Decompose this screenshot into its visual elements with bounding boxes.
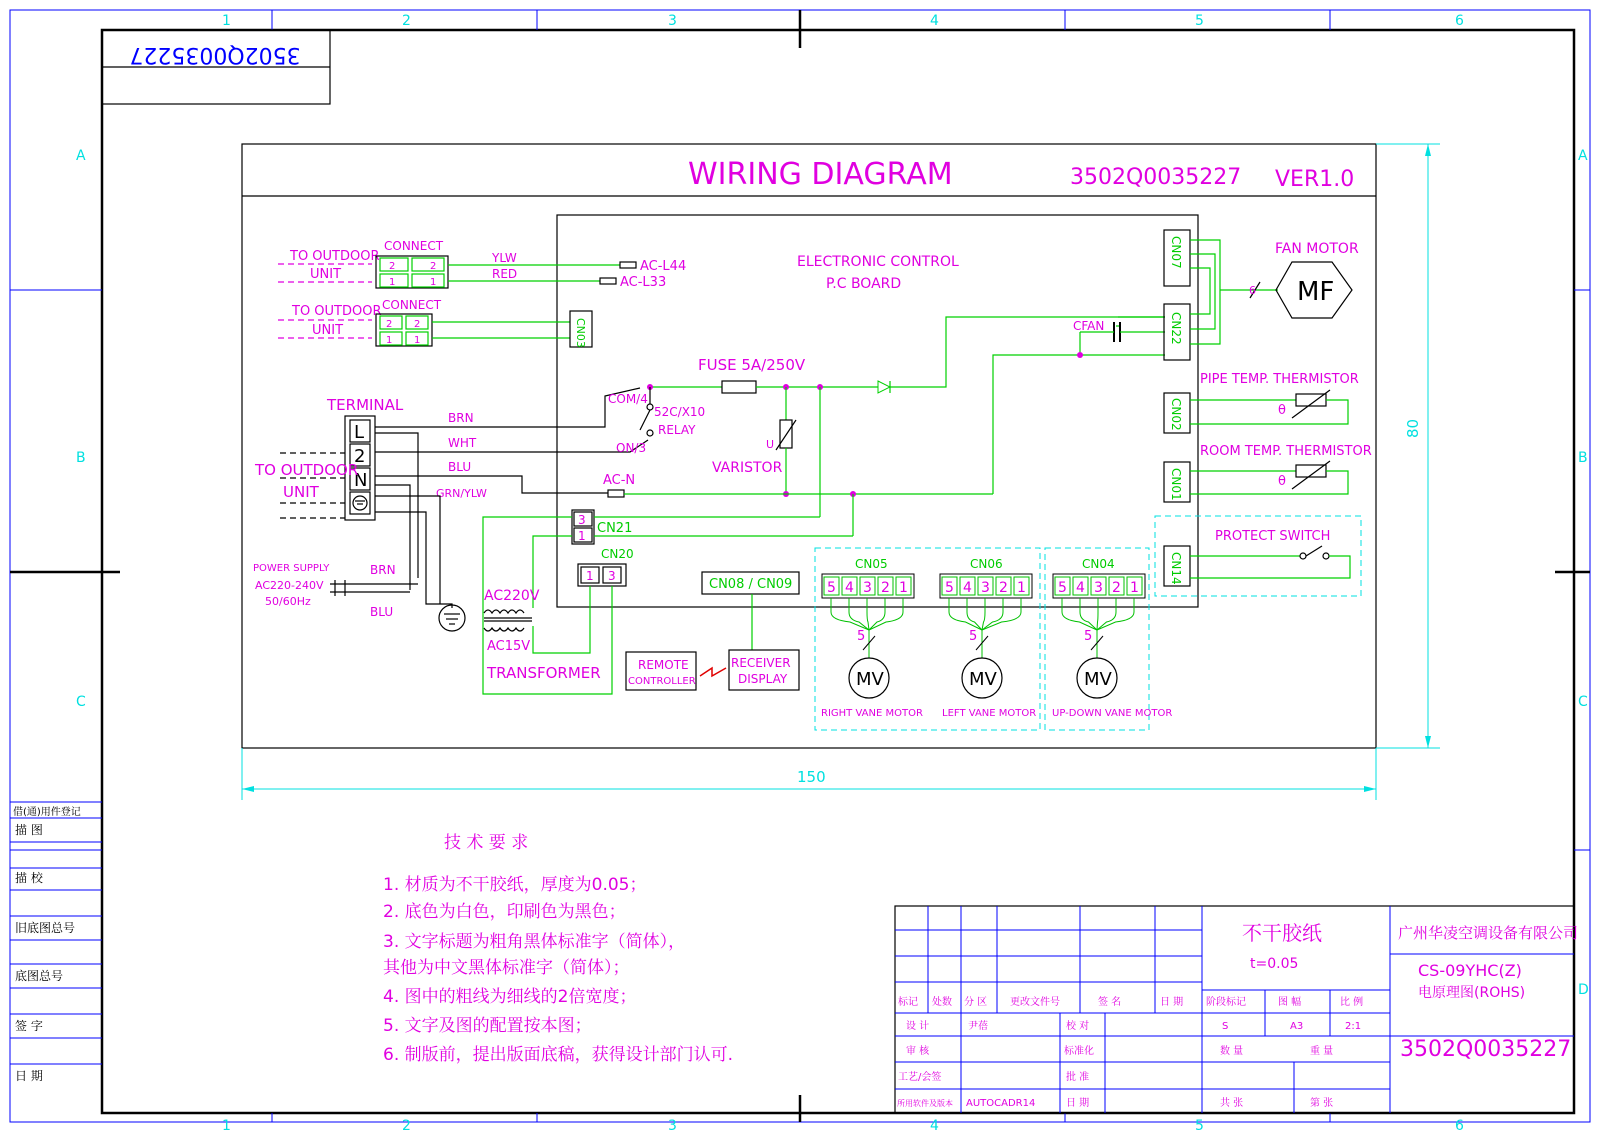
svg-text:1. 材质为不干胶纸，厚度为0.05；: 1. 材质为不干胶纸，厚度为0.05；: [383, 875, 647, 895]
vane-pin-number: 2: [999, 580, 1008, 596]
svg-text:2. 底色为白色，印刷色为黑色；: 2. 底色为白色，印刷色为黑色；: [383, 902, 626, 922]
svg-text:COM/4: COM/4: [608, 392, 648, 406]
svg-text:日 期: 日 期: [1160, 997, 1184, 1008]
col-label: 5: [1195, 13, 1204, 29]
svg-text:PIPE TEMP. THERMISTOR: PIPE TEMP. THERMISTOR: [1200, 372, 1359, 387]
svg-text:TO OUTDOOR: TO OUTDOOR: [255, 461, 359, 479]
vane-wire: [967, 598, 982, 630]
vane-pin-number: 1: [1130, 580, 1139, 596]
svg-text:FUSE 5A/250V: FUSE 5A/250V: [698, 356, 806, 374]
svg-text:VARISTOR: VARISTOR: [712, 460, 783, 476]
col-label: 4: [930, 13, 939, 29]
svg-text:DISPLAY: DISPLAY: [738, 672, 788, 686]
svg-text:签 名: 签 名: [1098, 997, 1122, 1008]
svg-text:1: 1: [586, 569, 594, 583]
row-label: A: [1578, 148, 1588, 164]
svg-text:AC-L33: AC-L33: [620, 275, 667, 290]
svg-text:CN14: CN14: [1169, 552, 1183, 585]
vane-wire: [1097, 598, 1116, 630]
svg-text:YLW: YLW: [492, 251, 517, 265]
svg-text:1: 1: [414, 335, 421, 346]
svg-text:重 量: 重 量: [1310, 1046, 1334, 1057]
svg-text:BLU: BLU: [370, 605, 394, 619]
vane-pin-number: 3: [1094, 580, 1103, 596]
vane-wire: [869, 598, 885, 630]
svg-text:RIGHT VANE MOTOR: RIGHT VANE MOTOR: [821, 708, 923, 719]
svg-text:CN01: CN01: [1169, 468, 1183, 501]
svg-text:LEFT VANE MOTOR: LEFT VANE MOTOR: [942, 708, 1037, 719]
connect-block-2: [278, 298, 592, 348]
col-label: 1: [222, 13, 231, 29]
row-label: C: [1578, 694, 1588, 710]
svg-text:设 计: 设 计: [906, 1021, 930, 1032]
svg-text:2: 2: [386, 319, 393, 330]
svg-text:不干胶纸: 不干胶纸: [1242, 921, 1322, 945]
svg-text:1: 1: [430, 277, 437, 288]
svg-text:技 术 要 求: 技 术 要 求: [444, 833, 529, 853]
drawing-number: 3502Q0035227: [1070, 165, 1242, 190]
svg-text:图 幅: 图 幅: [1278, 997, 1302, 1008]
svg-text:TERMINAL: TERMINAL: [327, 396, 404, 414]
svg-text:审 核: 审 核: [906, 1046, 930, 1057]
svg-text:第 张: 第 张: [1310, 1098, 1334, 1109]
vane-connectors: [855, 557, 1115, 571]
svg-text:BRN: BRN: [370, 563, 396, 577]
svg-text:阶段标记: 阶段标记: [1206, 997, 1246, 1008]
svg-text:描 图: 描 图: [15, 823, 43, 837]
vane-wire: [1097, 598, 1098, 630]
svg-text:θ: θ: [1278, 403, 1286, 418]
vane-pin-number: 3: [863, 580, 872, 596]
svg-text:3: 3: [578, 513, 586, 527]
vane-pin-number: 5: [945, 580, 954, 596]
svg-text:5: 5: [1084, 629, 1093, 644]
svg-text:6. 制版前，提出版面底稿，获得设计部门认可.: 6. 制版前，提出版面底稿，获得设计部门认可.: [383, 1045, 734, 1065]
vane-pin-number: 1: [1017, 580, 1026, 596]
svg-text:2: 2: [430, 261, 437, 272]
svg-text:电原理图(ROHS): 电原理图(ROHS): [1418, 985, 1526, 1001]
col-label: 1: [222, 1118, 231, 1133]
svg-text:签 字: 签 字: [15, 1019, 43, 1033]
board-circuit: [603, 317, 1165, 536]
svg-text:所用软件及版本: 所用软件及版本: [897, 1099, 953, 1108]
svg-text:1: 1: [389, 277, 396, 288]
svg-text:处数: 处数: [932, 997, 952, 1008]
col-label: 3: [668, 13, 677, 29]
pcb-label-2: P.C BOARD: [826, 276, 902, 292]
svg-text:共 张: 共 张: [1220, 1098, 1244, 1109]
svg-text:日 期: 日 期: [1066, 1098, 1090, 1109]
col-label: 3: [668, 1118, 677, 1133]
svg-text:1: 1: [386, 335, 393, 346]
power-supply: [253, 563, 418, 619]
svg-text:比 例: 比 例: [1340, 997, 1364, 1008]
svg-text:150: 150: [797, 768, 826, 786]
svg-text:5: 5: [969, 629, 978, 644]
svg-text:尹蓓: 尹蓓: [968, 1021, 988, 1032]
svg-text:CONNECT: CONNECT: [384, 239, 444, 253]
svg-text:FAN MOTOR: FAN MOTOR: [1275, 241, 1359, 257]
protect-switch-section: [1155, 516, 1361, 596]
svg-text:AUTOCADR14: AUTOCADR14: [966, 1098, 1036, 1109]
svg-text:PROTECT SWITCH: PROTECT SWITCH: [1215, 529, 1331, 544]
svg-text:TO OUTDOOR: TO OUTDOOR: [290, 249, 380, 264]
row-label: C: [76, 694, 86, 710]
row-label: D: [1578, 982, 1589, 998]
svg-text:UNIT: UNIT: [312, 323, 344, 338]
svg-text:3: 3: [608, 569, 616, 583]
svg-text:CS-09YHC(Z): CS-09YHC(Z): [1418, 961, 1522, 980]
svg-text:50/60Hz: 50/60Hz: [265, 595, 311, 608]
svg-text:UNIT: UNIT: [283, 483, 319, 501]
svg-text:t=0.05: t=0.05: [1250, 956, 1299, 972]
svg-text:CN21: CN21: [597, 521, 633, 536]
svg-text:CN04: CN04: [1082, 557, 1115, 571]
svg-text:AC220-240V: AC220-240V: [255, 579, 324, 592]
svg-text:GRN/YLW: GRN/YLW: [436, 487, 487, 500]
svg-text:更改文件号: 更改文件号: [1010, 997, 1060, 1008]
svg-text:CN08 / CN09: CN08 / CN09: [709, 577, 793, 592]
svg-text:底图总号: 底图总号: [15, 969, 64, 983]
svg-text:旧底图总号: 旧底图总号: [15, 921, 76, 935]
svg-text:2: 2: [389, 261, 396, 272]
svg-text:2:1: 2:1: [1345, 1021, 1362, 1032]
svg-text:WHT: WHT: [448, 436, 477, 450]
vane-wire: [1080, 598, 1097, 630]
vane-pin-number: 1: [899, 580, 908, 596]
svg-text:CN22: CN22: [1169, 312, 1183, 345]
svg-text:CN06: CN06: [970, 557, 1003, 571]
svg-text:分 区: 分 区: [964, 997, 988, 1008]
fan-motor-section: [1164, 230, 1359, 360]
version: VER1.0: [1275, 167, 1355, 192]
svg-text:θ: θ: [1278, 474, 1286, 489]
row-label: B: [1578, 450, 1588, 466]
svg-text:REMOTE: REMOTE: [638, 658, 689, 672]
svg-text:5. 文字及图的配置按本图；: 5. 文字及图的配置按本图；: [383, 1016, 592, 1036]
svg-text:6: 6: [1249, 284, 1256, 297]
col-label: 6: [1455, 13, 1464, 29]
svg-text:RED: RED: [492, 267, 518, 281]
svg-text:ON/3: ON/3: [616, 441, 647, 455]
svg-text:MF: MF: [1297, 277, 1335, 307]
vane-pin-groups: [822, 574, 1145, 658]
svg-text:52C/X10: 52C/X10: [654, 405, 706, 419]
svg-text:批 准: 批 准: [1066, 1072, 1090, 1083]
svg-text:1: 1: [578, 529, 586, 543]
svg-text:2: 2: [354, 446, 366, 467]
svg-text:标记: 标记: [898, 997, 918, 1008]
svg-text:标准化: 标准化: [1064, 1046, 1094, 1057]
connect-block-1: [278, 239, 686, 290]
svg-text:AC220V: AC220V: [484, 588, 540, 604]
svg-text:POWER SUPPLY: POWER SUPPLY: [253, 563, 330, 574]
vane-wire: [849, 598, 869, 630]
col-label: 6: [1455, 1118, 1464, 1133]
svg-text:CN20: CN20: [601, 547, 634, 561]
svg-text:广州华凌空调设备有限公司: 广州华凌空调设备有限公司: [1398, 924, 1579, 942]
svg-text:BRN: BRN: [448, 411, 474, 425]
svg-text:AC-L44: AC-L44: [640, 259, 687, 274]
col-label: 2: [402, 1118, 411, 1133]
thermistor-section: [1164, 372, 1372, 502]
svg-text:CN02: CN02: [1169, 398, 1183, 431]
svg-text:S: S: [1222, 1021, 1229, 1032]
row-label: B: [76, 450, 86, 466]
col-label: 5: [1195, 1118, 1204, 1133]
vane-pin-number: 4: [963, 580, 972, 596]
vane-wire: [867, 598, 869, 630]
vane-group-box: [815, 548, 1040, 730]
side-record-table: [10, 802, 102, 1083]
svg-text:4. 图中的粗线为细线的2倍宽度；: 4. 图中的粗线为细线的2倍宽度；: [383, 987, 637, 1007]
svg-text:AC-N: AC-N: [603, 473, 636, 488]
svg-text:AC15V: AC15V: [487, 639, 531, 654]
cn03-label: CN03: [574, 318, 587, 348]
svg-text:其他为中文黑体标准字（简体）；: 其他为中文黑体标准字（简体）；: [383, 958, 630, 978]
pcb-label-1: ELECTRONIC CONTROL: [797, 254, 959, 270]
right-vane-motor: [821, 629, 923, 719]
col-label: 4: [930, 1118, 939, 1133]
vane-pin-number: 4: [845, 580, 854, 596]
svg-text:CN05: CN05: [855, 557, 888, 571]
row-label: A: [76, 148, 86, 164]
svg-text:校 对: 校 对: [1066, 1021, 1090, 1032]
title-block: [895, 906, 1578, 1113]
svg-text:3. 文字标题为粗角黑体标准字（简体），: 3. 文字标题为粗角黑体标准字（简体），: [383, 932, 686, 952]
svg-text:借(通)用件登记: 借(通)用件登记: [13, 807, 81, 818]
receiver-section: [626, 572, 799, 690]
svg-text:MV: MV: [969, 669, 997, 690]
svg-text:L: L: [354, 422, 365, 443]
svg-text:CONTROLLER: CONTROLLER: [628, 676, 696, 687]
svg-text:80: 80: [1404, 418, 1422, 438]
svg-text:U: U: [766, 438, 775, 451]
svg-text:RECEIVER: RECEIVER: [731, 656, 791, 670]
svg-text:日 期: 日 期: [15, 1069, 43, 1083]
svg-text:UP-DOWN VANE MOTOR: UP-DOWN VANE MOTOR: [1052, 708, 1173, 719]
technical-requirements: [383, 833, 733, 1065]
svg-text:TRANSFORMER: TRANSFORMER: [487, 664, 601, 682]
svg-text:RELAY: RELAY: [658, 423, 696, 437]
svg-text:UNIT: UNIT: [310, 267, 342, 282]
col-label: 2: [402, 13, 411, 29]
diagram-title: WIRING DIAGRAM: [688, 157, 953, 192]
vane-pin-number: 5: [1058, 580, 1067, 596]
vane-wire: [982, 598, 985, 630]
svg-text:A3: A3: [1290, 1021, 1304, 1032]
svg-text:MV: MV: [1084, 669, 1112, 690]
svg-text:数 量: 数 量: [1220, 1046, 1244, 1057]
svg-text:BLU: BLU: [448, 460, 472, 474]
svg-text:MV: MV: [856, 669, 884, 690]
svg-text:3502Q0035227: 3502Q0035227: [1400, 1037, 1572, 1062]
updown-vane-motor: [1052, 629, 1172, 719]
svg-text:描 校: 描 校: [15, 871, 43, 885]
svg-text:工艺/会签: 工艺/会签: [898, 1072, 942, 1083]
svg-text:ROOM TEMP. THERMISTOR: ROOM TEMP. THERMISTOR: [1200, 444, 1372, 459]
vane-pin-number: 4: [1076, 580, 1085, 596]
svg-text:CN07: CN07: [1169, 236, 1183, 269]
svg-text:N: N: [354, 470, 368, 491]
svg-text:5: 5: [857, 629, 866, 644]
svg-text:2: 2: [414, 319, 421, 330]
left-vane-motor: [942, 629, 1036, 719]
vane-pin-number: 2: [881, 580, 890, 596]
stamp-number: 3502Q0035227: [129, 42, 301, 67]
vane-pin-number: 5: [827, 580, 836, 596]
svg-text:TO OUTDOOR: TO OUTDOOR: [292, 304, 382, 319]
vane-pin-number: 2: [1112, 580, 1121, 596]
svg-text:CFAN: CFAN: [1073, 319, 1105, 333]
vane-pin-number: 3: [981, 580, 990, 596]
svg-text:CONNECT: CONNECT: [382, 298, 442, 312]
